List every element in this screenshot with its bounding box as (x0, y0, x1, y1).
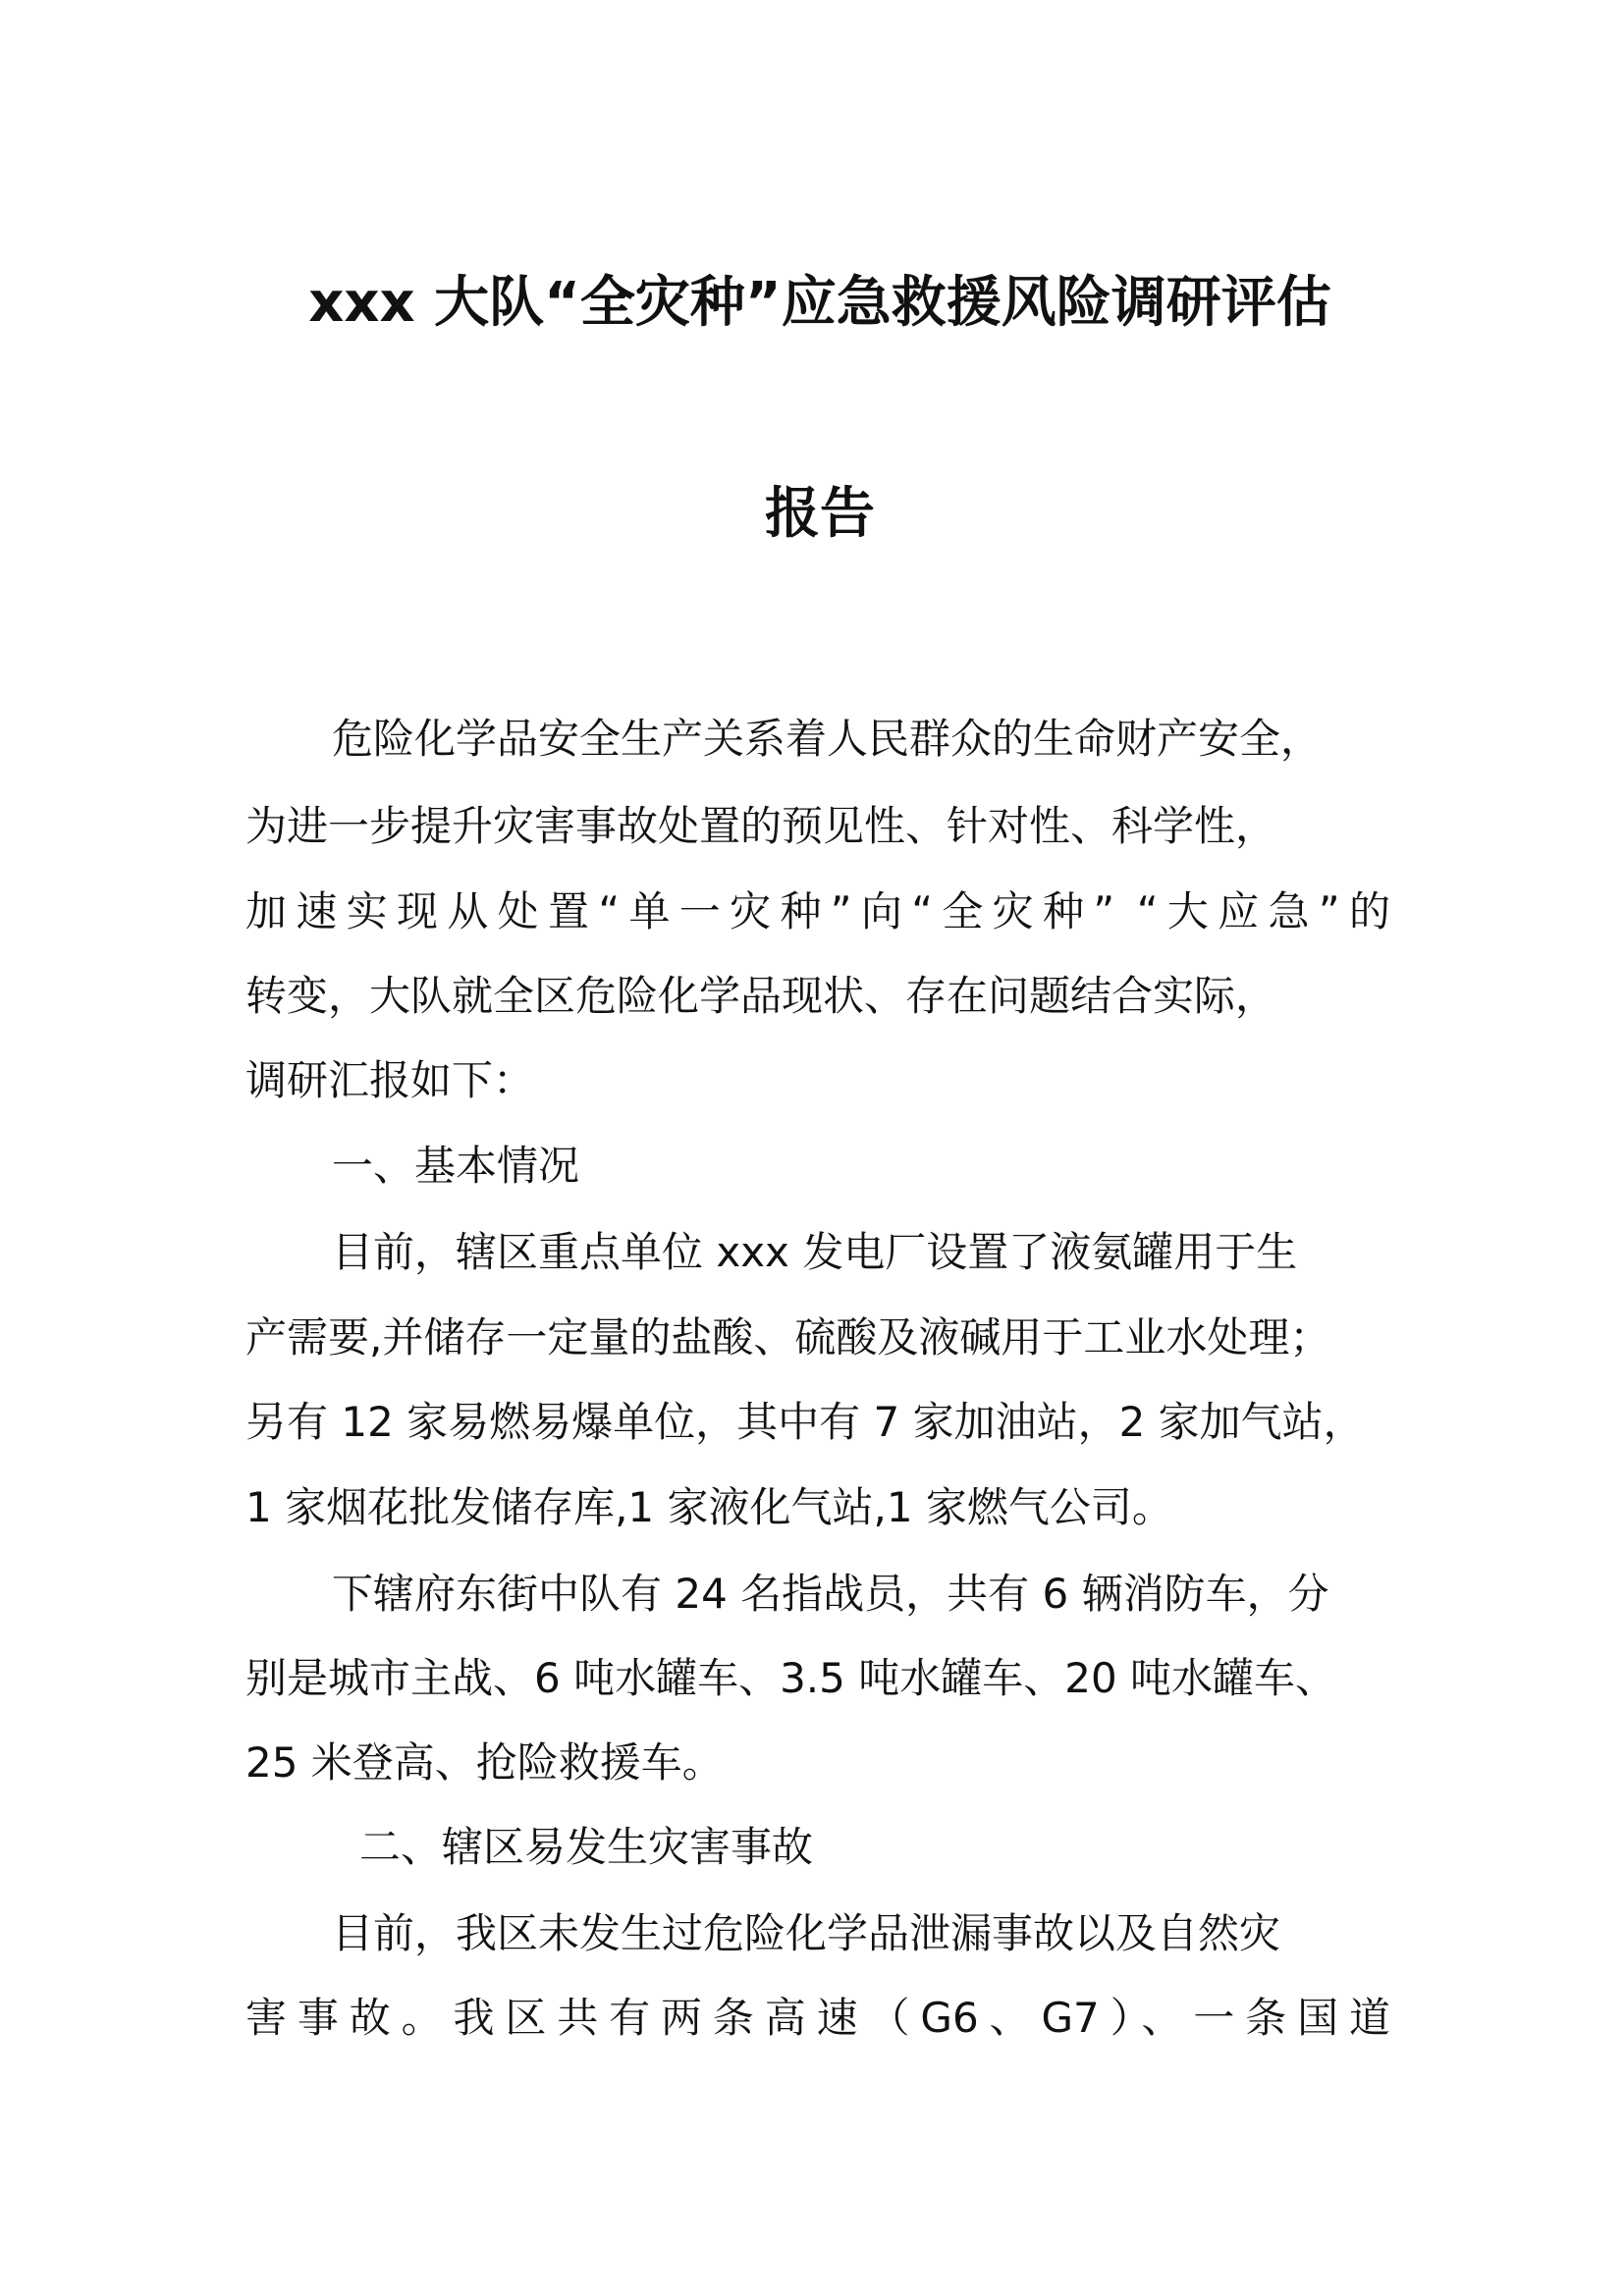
paragraph-intro-line-2: 为进一步提升灾害事故处置的预见性、针对性、科学性， (245, 802, 1277, 850)
paragraph-basic-line-3: 另有 12 家易燃易爆单位，其中有 7 家加油站，2 家加气站， (245, 1398, 1365, 1446)
paragraph-squadron-line-3: 25 米登高、抢险救援车。 (245, 1738, 724, 1787)
paragraph-intro-line-3: 加速实现从处置“单一灾种”向“全灾种” “大应急”的 (245, 887, 1390, 935)
paragraph-squadron-line-2: 别是城市主战、6 吨水罐车、3.5 吨水罐车、20 吨水罐车、 (245, 1654, 1337, 1702)
paragraph-basic-line-4: 1 家烟花批发储存库,1 家液化气站,1 家燃气公司。 (245, 1483, 1173, 1531)
paragraph-intro-line-5: 调研汇报如下： (245, 1056, 535, 1104)
paragraph-basic-line-2: 产需要,并储存一定量的盐酸、硫酸及液碱用于工业水处理； (245, 1313, 1331, 1362)
document-title-line-2: 报告 (765, 482, 875, 546)
section-heading-basic-situation: 一、基本情况 (332, 1142, 580, 1190)
paragraph-squadron-line-1: 下辖府东街中队有 24 名指战员，共有 6 辆消防车，分 (332, 1570, 1329, 1618)
paragraph-intro-line-1: 危险化学品安全生产关系着人民群众的生命财产安全， (332, 715, 1323, 763)
document-title-line-1: xxx 大队“全灾种”应急救援风险调研评估 (308, 271, 1331, 335)
paragraph-intro-line-4: 转变，大队就全区危险化学品现状、存在问题结合实际， (245, 972, 1277, 1020)
section-heading-disasters: 二、辖区易发生灾害事故 (359, 1823, 814, 1871)
paragraph-basic-line-1: 目前，辖区重点单位 xxx 发电厂设置了液氨罐用于生 (332, 1228, 1298, 1276)
paragraph-disasters-line-1: 目前，我区未发生过危险化学品泄漏事故以及自然灾 (332, 1909, 1281, 1957)
paragraph-disasters-line-2: 害事故。我区共有两条高速（G6、G7）、一条国道 (245, 1994, 1390, 2042)
